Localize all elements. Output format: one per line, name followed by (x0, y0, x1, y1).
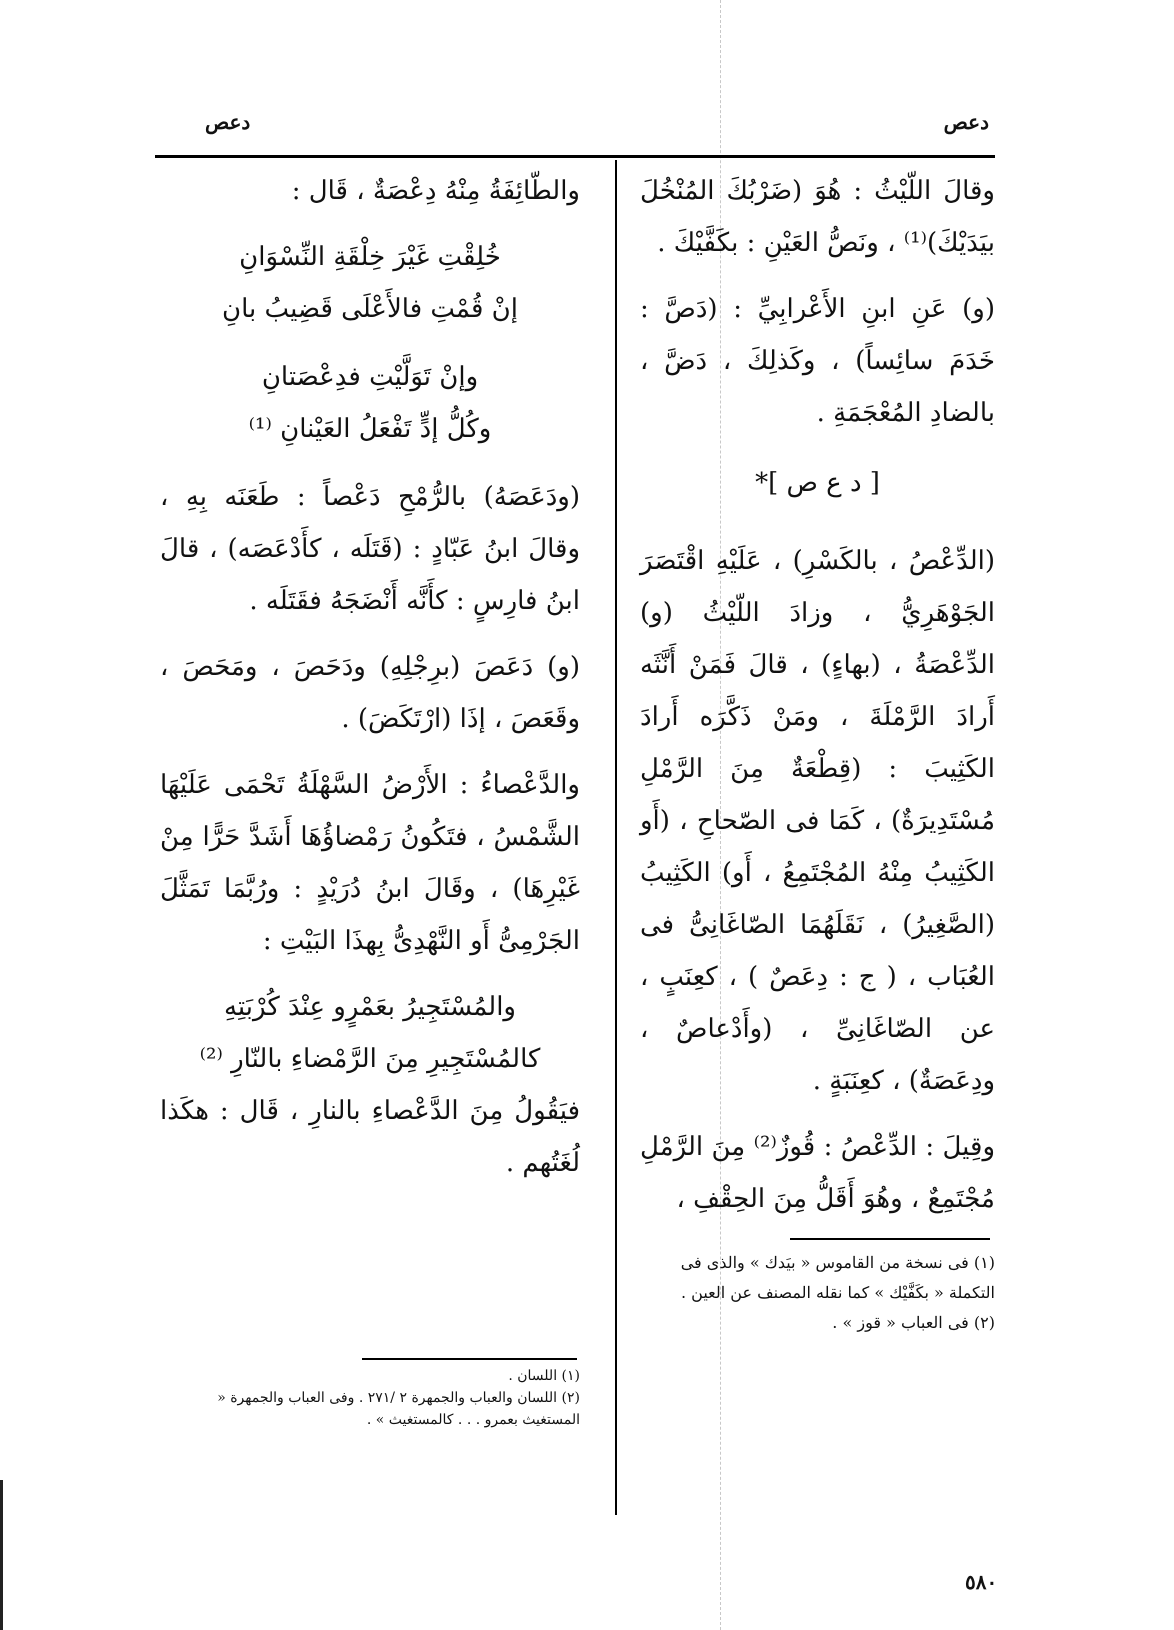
footnote-rule-right (790, 1238, 990, 1240)
verse-line: خُلِقْتِ غَيْرَ خِلْقَةِ النِّسْوَانِ (239, 242, 501, 272)
running-header-left: دعص (205, 110, 251, 134)
footnote-rule-left (362, 1358, 577, 1360)
verse-line: كالمُسْتَجِيرِ مِنَ الرَّمْضاءِ بالنّارِ ⁽²⁾ (199, 1044, 541, 1074)
left-column (160, 165, 580, 1203)
verse-line: والمُسْتَجِيرُ بعَمْرٍو عِنْدَ كُرْبَتِهِ (223, 992, 516, 1022)
paragraph: (ودَعَصَهُ) بالرُّمْحِ دَعْصاً : طَعَنَه بِهِ ، وقالَ ابنُ عَبّادٍ : (قَتَلَه ، كأَدْعَصَه) ، قالَ ابنُ فارِسٍ : كأَنَّه أَنْضَجَهُ فقَتَلَه . (160, 482, 580, 616)
verse-line: وكُلُّ إدٍّ تَفْعَلُ العَيْنانِ ⁽¹⁾ (248, 414, 492, 444)
scan-edge-mark (0, 1480, 3, 1630)
footnote: (٢) اللسان والعباب والجمهرة ٢ /٢٧١ . وفى العباب والجمهرة « المستغيث بعمرو . . . كالمستغيث » . (217, 1390, 580, 1428)
footnote: (١) فى نسخة من القاموس « بيَدك » والذى فى التكملة « بكَفَّيْك » كما نقله المصنف عن العين . (680, 1253, 995, 1302)
verse-gap (160, 455, 580, 471)
paragraph: (الدِّعْصُ ، بالكَسْرِ) ، عَلَيْهِ اقْتَصَرَ الجَوْهَرِيُّ ، وزادَ اللّيْثُ (و) الدِّعْصَةُ ، (بهاءٍ) ، قالَ فَمَنْ أَنَّثَه أَرادَ الرَّمْلَةَ ، ومَنْ ذَكَّرَه أَرادَ الكَثِيبَ : (قِطْعَةٌ مِنَ الرَّمْلِ مُسْتَدِيرَةٌ) ، كَمَا فى الصّحاحِ ، (أَو الكَثِيبُ مِنْهُ المُجْتَمِعُ ، أَو) الكَثِيبُ (الصَّغِيرُ) ، نَقَلَهُمَا الصّاغَانِىُّ فى العُبَاب ، ( ج : دِعَصٌ ) ، كعِنَبٍ ، عن الصّاغَانِىِّ ، (وأَدْعاصٌ ، ودِعَصَةٌ) ، كعِنَبَةٍ . (640, 546, 995, 1096)
paragraph: والدَّعْصاءُ : الأَرْضُ السَّهْلَةُ تَحْمَى عَلَيْهَا الشَّمْسُ ، فتَكُونُ رَمْضاؤُهَا أَشَدَّ حَرًّا مِنْ غَيْرِهَا) ، وقَالَ ابنُ دُرَيْدٍ : ورُبَّمَا تَمَثَّلَ الجَرْمِىُّ أَو النَّهْدِىُّ بِهذَا البَيْتِ : (160, 770, 580, 956)
verse-line: إنْ قُمْتِ فالأَعْلَى قَضِيبُ بانِ (222, 294, 518, 324)
footnote: (١) اللسان . (508, 1368, 580, 1384)
entry-heading: [ د ع ص ]* (755, 468, 880, 498)
right-column (640, 165, 995, 1239)
column-separator (615, 160, 617, 1515)
paragraph: فيَقُولُ مِنَ الدَّعْصاءِ بالنارِ ، قَال : هكَذا لُغَتُهم . (160, 1096, 580, 1178)
footnote: (٢) فى العباب « قوز » . (832, 1313, 995, 1332)
paragraph: وقالَ اللّيْثُ : هُوَ (ضَرْبُكَ المُنْخُلَ بيَدَيْكَ)⁽¹⁾ ، ونَصُّ العَيْنِ : بكَفَّيْكَ . (640, 176, 995, 258)
header-rule (155, 155, 995, 158)
footnotes-right (640, 1248, 995, 1338)
footnotes-left (160, 1365, 580, 1431)
paragraph: (و) عَنِ ابنِ الأَعْرابِيِّ : (دَصَّ : خَدَمَ سائِساً) ، وكَذلِكَ ، دَضَّ ، بالضادِ المُعْجَمَةِ . (640, 294, 995, 428)
running-header-right: دعص (943, 110, 989, 134)
paragraph: والطّائِفَةُ مِنْهُ دِعْصَةٌ ، قَال : (291, 176, 580, 206)
paragraph: (و) دَعَصَ (برِجْلِهِ) ودَحَصَ ، ومَحَصَ ، وقَعَصَ ، إذَا (ارْتَكَضَ) . (160, 652, 580, 734)
verse-gap (160, 335, 580, 351)
page-number: ٥٨٠ (965, 1570, 998, 1594)
paragraph: وقِيلَ : الدِّعْصُ : قُوزٌ⁽²⁾ مِنَ الرَّمْلِ مُجْتَمِعٌ ، وهُوَ أَقَلُّ مِنَ الحِقْفِ ، (640, 1132, 995, 1214)
verse-line: وإنْ تَوَلَّيْتِ فدِعْصَتانِ (261, 362, 479, 392)
